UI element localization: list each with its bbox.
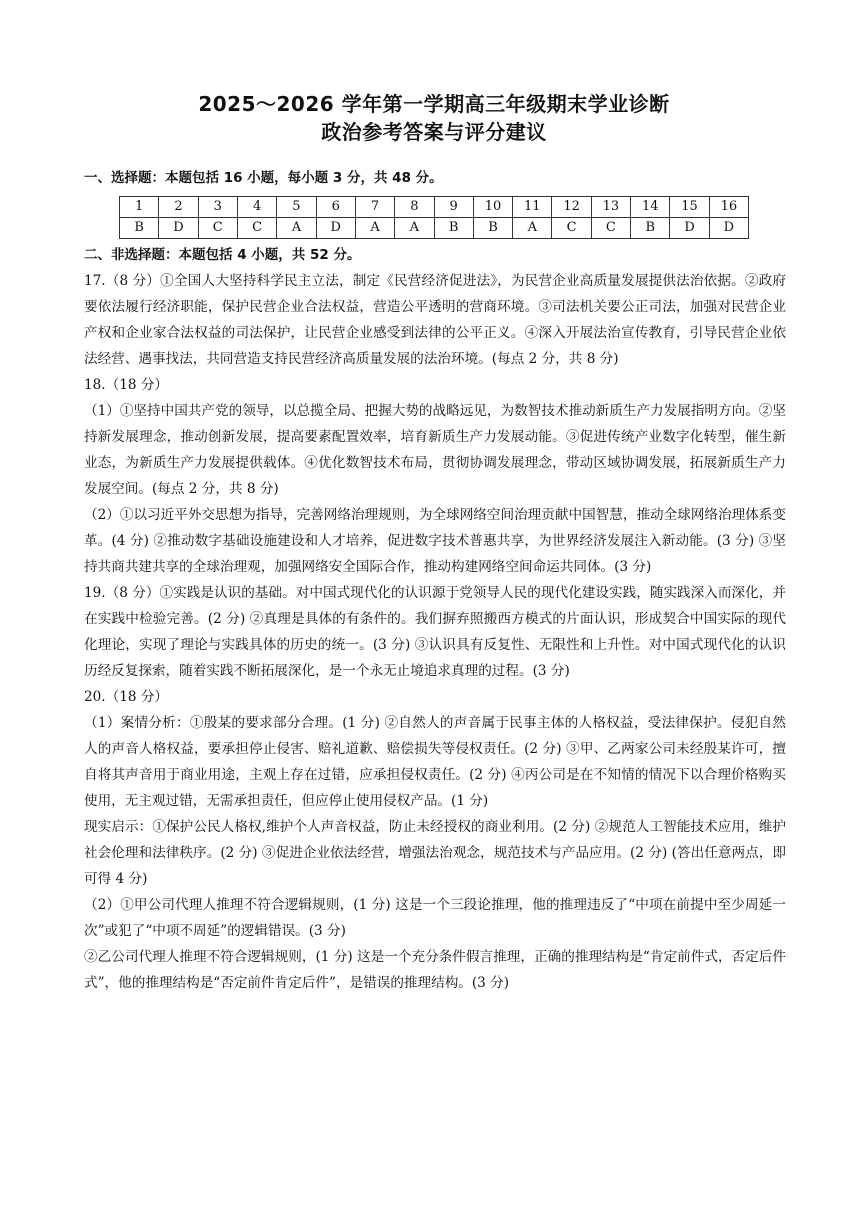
answer-cell: D [316,218,355,239]
document-title: 2025～2026 学年第一学期高三年级期末学业诊断 [198,92,670,116]
paragraph-q20-heading: 20.（18 分） [84,689,169,705]
answer-cell: C [198,218,237,239]
paragraph-q18-heading: 18.（18 分） [84,377,169,393]
paragraph-q18-part2: （2）①以习近平外交思想为指导，完善网络治理规则，为全球网络空间治理贡献中国智慧，推动全球网络治理体系变革。(4 分) ②推动数字基础设施建设和人才培养，促进数字技术普惠共享，为世界经济发展注入新动能。(3 分) ③坚持共商共建共享的全球治理观，加强网络安全国际合作，推动构建网络空间命运共同体。(3 分) [84,507,786,575]
paragraph-q20-part2-a: （2）①甲公司代理人推理不符合逻辑规则，(1 分) 这是一个三段论推理，他的推理违反了“中项在前提中至少周延一次”或犯了“中项不周延”的逻辑错误。(3 分) [84,897,786,939]
question-number-cell: 9 [434,197,473,218]
question-number-cell: 1 [120,197,159,218]
answer-cell: C [591,218,630,239]
paragraph-q18-part1: （1）①坚持中国共产党的领导，以总揽全局、把握大势的战略远见，为数智技术推动新质生产力发展指明方向。②坚持新发展理念，推动创新发展，提高要素配置效率，培育新质生产力发展动能。③促进传统产业数字化转型，催生新业态，为新质生产力发展提供载体。④优化数智技术布局，贯彻协调发展理念，带动区域协调发展，拓展新质生产力发展空间。(每点 2 分，共 8 分) [84,403,786,497]
question-number-cell: 12 [552,197,591,218]
answer-cell: A [355,218,394,239]
answer-cell: A [513,218,552,239]
question-number-cell: 5 [277,197,316,218]
question-number-cell: 14 [631,197,670,218]
section-1-heading: 一、选择题：本题包括 16 小题，每小题 3 分，共 48 分。 [84,170,443,186]
paragraph-q20-case-analysis: （1）案情分析：①殷某的要求部分合理。(1 分) ②自然人的声音属于民事主体的人格权益，受法律保护。侵犯自然人的声音人格权益，要承担停止侵害、赔礼道歉、赔偿损失等侵权责任。(2 分) ③甲、乙两家公司未经殷某许可，擅自将其声音用于商业用途，主观上存在过错，应承担侵权责任。(2 分) ④丙公司是在不知情的情况下以合理价格购买使用，无主观过错，无需承担责任，但应停止使用侵权产品。(1 分) [84,715,786,809]
question-number-cell: 10 [473,197,512,218]
question-number-cell: 7 [355,197,394,218]
answer-table [119,196,749,239]
question-number-cell: 15 [670,197,709,218]
question-number-cell: 11 [513,197,552,218]
answer-cell: D [709,218,748,239]
question-number-cell: 2 [159,197,198,218]
question-number-cell: 16 [709,197,748,218]
paragraph-q19: 19.（8 分）①实践是认识的基础。对中国式现代化的认识源于党领导人民的现代化建设实践，随实践深入而深化，并在实践中检验完善。(2 分) ②真理是具体的有条件的。我们摒弃照搬西方模式的片面认识，形成契合中国实际的现代化理论，实现了理论与实践具体的历史的统一。(3 分) ③认识具有反复性、无限性和上升性。对中国式现代化的认识历经反复探索，随着实践不断拓展深化，是一个永无止境追求真理的过程。(3 分) [84,585,786,679]
question-number-cell: 13 [591,197,630,218]
question-number-cell: 3 [198,197,237,218]
question-number-cell: 6 [316,197,355,218]
answer-cell: C [552,218,591,239]
answer-cell: D [159,218,198,239]
answer-cell: B [434,218,473,239]
answer-cell: B [473,218,512,239]
answer-body [84,268,786,996]
answer-cell: C [237,218,276,239]
answer-table-answer-row [120,218,749,239]
paragraph-q17: 17.（8 分）①全国人大坚持科学民主立法，制定《民营经济促进法》，为民营企业高质量发展提供法治依据。②政府要依法履行经济职能，保护民营企业合法权益，营造公平透明的营商环境。③司法机关要公正司法，加强对民营企业产权和企业家合法权益的司法保护，让民营企业感受到法律的公平正义。④深入开展法治宣传教育，引导民营企业依法经营、遇事找法，共同营造支持民营经济高质量发展的法治环境。(每点 2 分，共 8 分) [84,273,786,367]
question-number-cell: 8 [395,197,434,218]
answer-cell: D [670,218,709,239]
question-number-cell: 4 [237,197,276,218]
document-subtitle: 政治参考答案与评分建议 [321,120,547,144]
paragraph-q20-part2-b: ②乙公司代理人推理不符合逻辑规则，(1 分) 这是一个充分条件假言推理，正确的推理结构是“肯定前件式，否定后件式”，他的推理结构是“否定前件肯定后件”，是错误的推理结构。(3 分) [84,949,786,991]
answer-cell: A [395,218,434,239]
paragraph-q20-insight: 现实启示：①保护公民人格权,维护个人声音权益，防止未经授权的商业利用。(2 分) ②规范人工智能技术应用，维护社会伦理和法律秩序。(2 分) ③促进企业依法经营，增强法治观念，规范技术与产品应用。(2 分) (答出任意两点，即可得 4 分) [84,819,786,887]
answer-table-number-row [120,197,749,218]
answer-cell: B [120,218,159,239]
section-2-heading: 二、非选择题：本题包括 4 小题，共 52 分。 [84,247,361,263]
answer-cell: A [277,218,316,239]
answer-cell: B [631,218,670,239]
